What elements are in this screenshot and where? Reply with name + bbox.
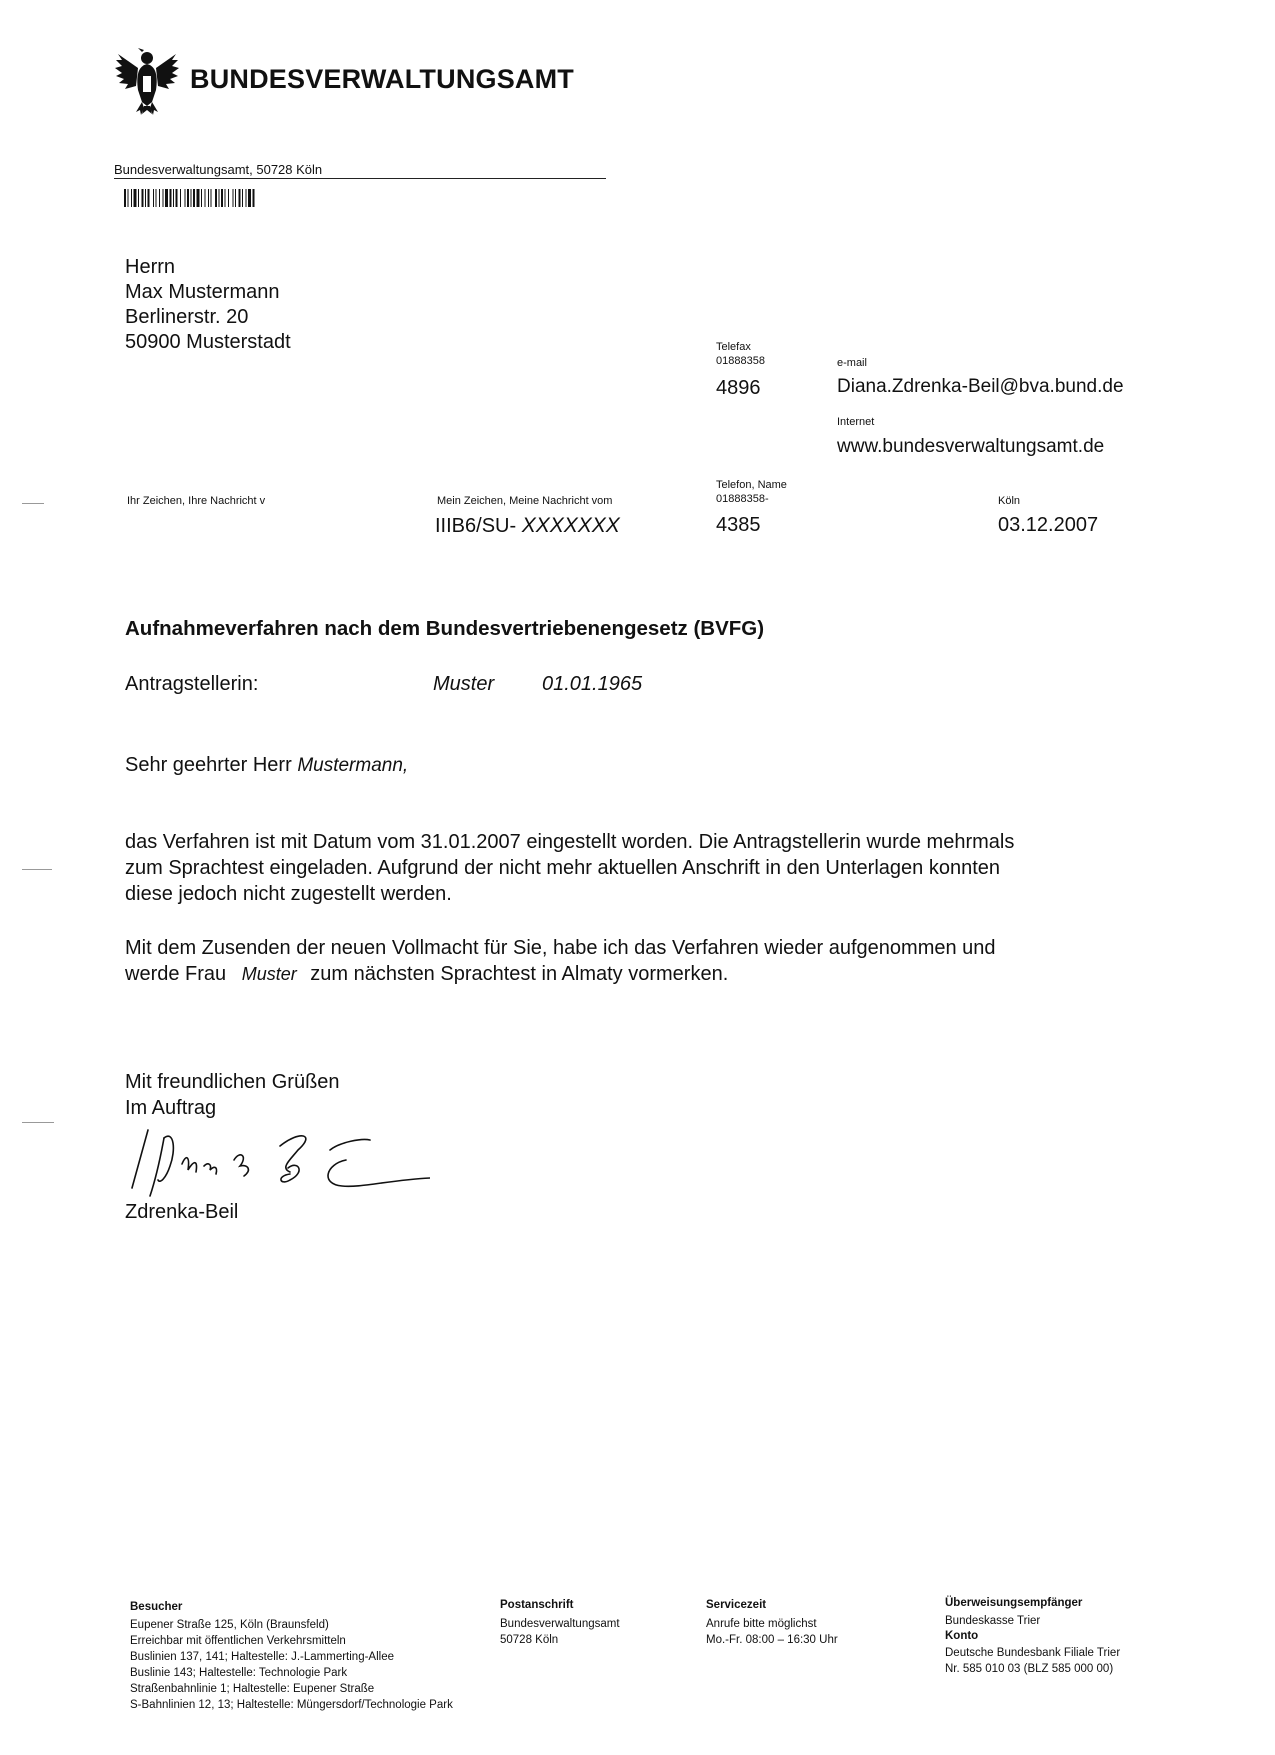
footer-visitor-line: S-Bahnlinien 12, 13; Haltestelle: Müngersdorf/Technologie Park [130, 1699, 453, 1711]
footer-visitor-heading: Besucher [130, 1601, 183, 1613]
greeting-name: Mustermann, [297, 755, 409, 776]
footer-service-heading: Servicezeit [706, 1599, 767, 1611]
letter-subject: Aufnahmeverfahren nach dem Bundesvertriebenengesetz (BVFG) [125, 617, 765, 640]
website-url[interactable]: www.bundesverwaltungsamt.de [837, 436, 1105, 457]
ihr-zeichen-label: Ihr Zeichen, Ihre Nachricht v [127, 495, 266, 507]
greeting [125, 754, 408, 777]
footer-visitor-line: Buslinien 137, 141; Haltestelle: J.-Lammerting-Allee [130, 1651, 394, 1663]
footer-postal-line: 50728 Köln [500, 1634, 559, 1646]
footer-postal-heading: Postanschrift [500, 1599, 574, 1611]
email-label: e-mail [837, 357, 867, 369]
mein-zeichen-label: Mein Zeichen, Meine Nachricht vom [437, 495, 613, 507]
paragraph-2-line-2 [125, 963, 728, 986]
email-address[interactable]: Diana.Zdrenka-Beil@bva.bund.de [837, 376, 1124, 397]
greeting-text: Sehr geehrter Herr [125, 754, 292, 776]
telefax-extension: 4896 [716, 377, 761, 399]
recipient-salutation: Herrn [125, 256, 176, 278]
mein-zeichen-handwritten: XXXXXXX [521, 514, 620, 537]
telefax-label: Telefax [716, 341, 751, 353]
closing: Mit freundlichen Grüßen [125, 1071, 340, 1093]
footer-postal-line: Bundesverwaltungsamt [500, 1618, 620, 1630]
telefon-label: Telefon, Name [716, 479, 787, 491]
footer-visitor-line: Erreichbar mit öffentlichen Verkehrsmitteln [130, 1635, 346, 1647]
footer-service-line: Anrufe bitte möglichst [706, 1618, 817, 1630]
place-label: Köln [998, 495, 1021, 507]
footer-visitor-line: Straßenbahnlinie 1; Haltestelle: Eupener Straße [130, 1683, 375, 1695]
footer-account-line: Deutsche Bundesbank Filiale Trier [945, 1647, 1121, 1659]
applicant-name: Muster [433, 673, 495, 695]
return-address: Bundesverwaltungsamt, 50728 Köln [114, 162, 323, 177]
internet-label: Internet [837, 416, 875, 428]
footer-visitor-line: Eupener Straße 125, Köln (Braunsfeld) [130, 1619, 329, 1631]
telefon-prefix: 01888358- [716, 493, 769, 505]
paragraph-1-line-1: das Verfahren ist mit Datum vom 31.01.2007 eingestellt worden. Die Antragstellerin wurde mehrmals [125, 831, 1015, 853]
applicant-dob: 01.01.1965 [542, 673, 643, 695]
fold-mark-lower [22, 1122, 54, 1123]
footer-account-line: Nr. 585 010 03 (BLZ 585 000 00) [945, 1663, 1114, 1675]
applicant-label: Antragstellerin: [125, 673, 259, 695]
recipient-city: 50900 Musterstadt [125, 331, 291, 353]
organization-title: BUNDESVERWALTUNGSAMT [190, 64, 575, 94]
handwritten-signature [130, 1120, 430, 1210]
punch-mark [22, 869, 52, 870]
footer-payee-line: Bundeskasse Trier [945, 1615, 1041, 1627]
paragraph-2-name: Muster [241, 964, 297, 984]
paragraph-2-text-a: werde Frau [125, 963, 227, 985]
paragraph-1-line-3: diese jedoch nicht zugestellt werden. [125, 883, 452, 905]
paragraph-2-text-b: zum nächsten Sprachtest in Almaty vormerken. [310, 963, 729, 985]
footer-service-line: Mo.-Fr. 08:00 – 16:30 Uhr [706, 1634, 838, 1646]
footer-payee-heading: Überweisungsempfänger [945, 1597, 1083, 1609]
federal-eagle-icon [114, 46, 180, 116]
telefon-extension: 4385 [716, 514, 761, 536]
signer-name: Zdrenka-Beil [125, 1201, 239, 1223]
paragraph-2-line-1: Mit dem Zusenden der neuen Vollmacht für Sie, habe ich das Verfahren wieder aufgenommen und [125, 937, 996, 959]
fold-mark [22, 503, 44, 504]
barcode [124, 189, 330, 207]
mein-zeichen-value [435, 514, 620, 538]
mein-zeichen-prefix: IIIB6/SU- [435, 515, 517, 537]
footer-account-heading: Konto [945, 1630, 979, 1642]
telefax-prefix: 01888358 [716, 355, 765, 367]
footer-visitor-line: Buslinie 143; Haltestelle: Technologie Park [130, 1667, 348, 1679]
recipient-street: Berlinerstr. 20 [125, 306, 249, 328]
paragraph-1-line-2: zum Sprachtest eingeladen. Aufgrund der nicht mehr aktuellen Anschrift in den Unterlagen konnten [125, 857, 1000, 879]
recipient-name: Max Mustermann [125, 281, 280, 303]
letter-date: 03.12.2007 [998, 514, 1099, 536]
closing-im-auftrag: Im Auftrag [125, 1097, 217, 1119]
return-address-rule [114, 178, 606, 179]
